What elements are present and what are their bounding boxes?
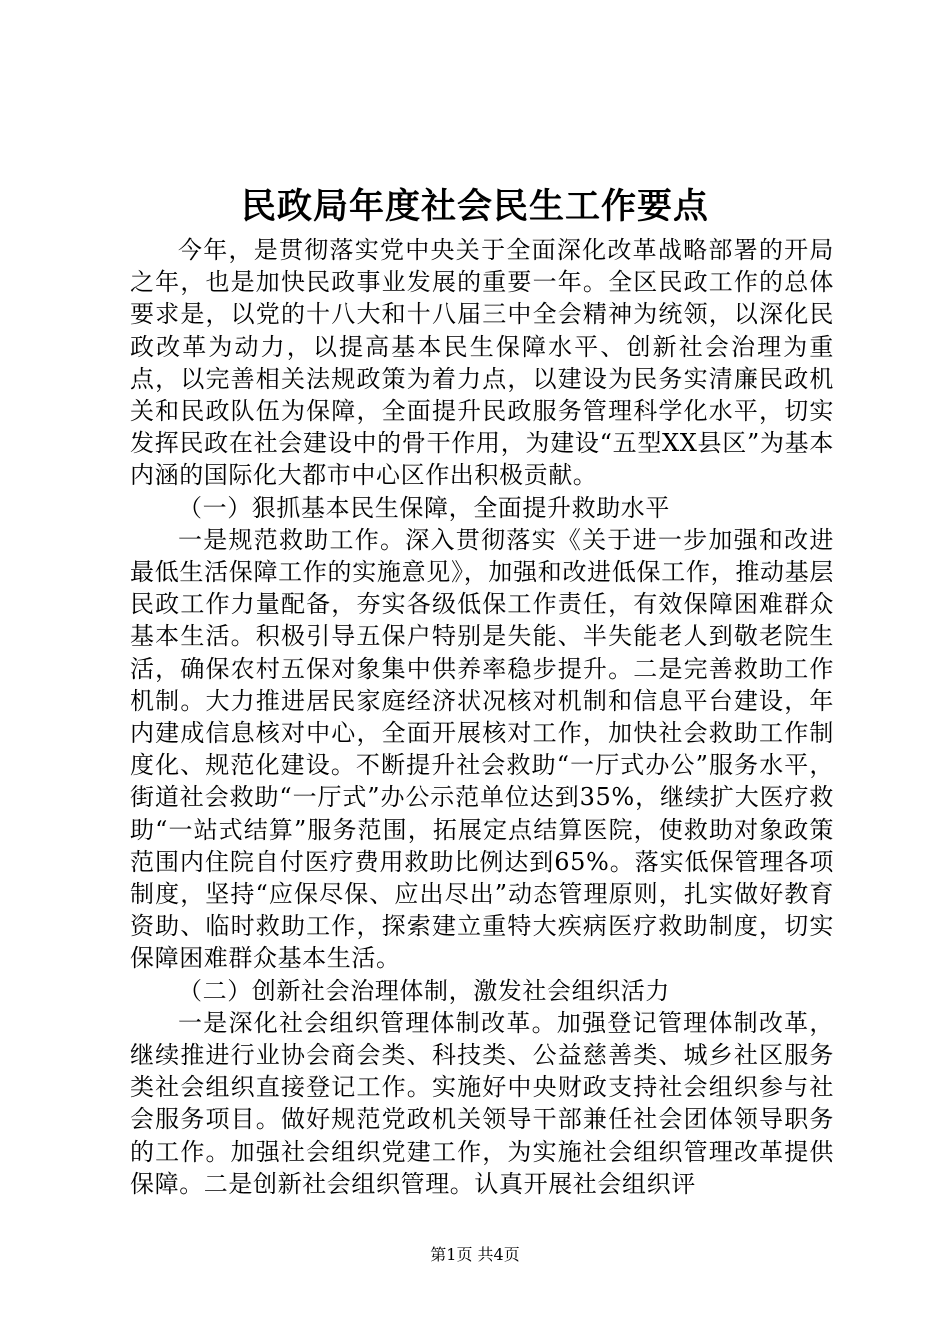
document-body (130, 234, 834, 1200)
paragraph-section-1: 一是规范救助工作。深入贯彻落实《关于进一步加强和改进最低生活保障工作的实施意见》，加强和改进低保工作，推动基层民政工作力量配备，夯实各级低保工作责任，有效保障困难群众基本生活。积极引导五保户特别是失能、半失能老人到敬老院生活，确保农村五保对象集中供养率稳步提升。二是完善救助工作机制。大力推进居民家庭经济状况核对机制和信息平台建设，年内建成信息核对中心，全面开展核对工作，加快社会救助工作制度化、规范化建设。不断提升社会救助“一厅式办公”服务水平，街道社会救助“一厅式”办公示范单位达到35%，继续扩大医疗救助“一站式结算”服务范围，拓展定点结算医院，使救助对象政策范围内住院自付医疗费用救助比例达到65%。落实低保管理各项制度，坚持“应保尽保、应出尽出”动态管理原则，扎实做好教育资助、临时救助工作，探索建立重特大疾病医疗救助制度，切实保障困难群众基本生活。 (130, 525, 834, 973)
section-heading-1: （一）狠抓基本民生保障，全面提升救助水平 (178, 493, 670, 522)
page-footer: 第1页 共4页 (430, 1245, 520, 1264)
section-heading-2: （二）创新社会治理体制，激发社会组织活力 (178, 976, 670, 1005)
paragraph-intro: 今年，是贯彻落实党中央关于全面深化改革战略部署的开局之年，也是加快民政事业发展的重要一年。全区民政工作的总体要求是，以党的十八大和十八届三中全会精神为统领，以深化民政改革为动力，以提高基本民生保障水平、创新社会治理为重点，以完善相关法规政策为着力点，以建设为民务实清廉民政机关和民政队伍为保障，全面提升民政服务管理科学化水平，切实发挥民政在社会建设中的骨干作用，为建设“五型XX县区”为基本内涵的国际化大都市中心区作出积极贡献。 (130, 236, 834, 490)
document-title: 民政局年度社会民生工作要点 (240, 186, 709, 227)
paragraph-section-2: 一是深化社会组织管理体制改革。加强登记管理体制改革，继续推进行业协会商会类、科技类、公益慈善类、城乡社区服务类社会组织直接登记工作。实施好中央财政支持社会组织参与社会服务项目。做好规范党政机关领导干部兼任社会团体领导职务的工作。加强社会组织党建工作，为实施社会组织管理改革提供保障。二是创新社会组织管理。认真开展社会组织评 (130, 1008, 834, 1198)
